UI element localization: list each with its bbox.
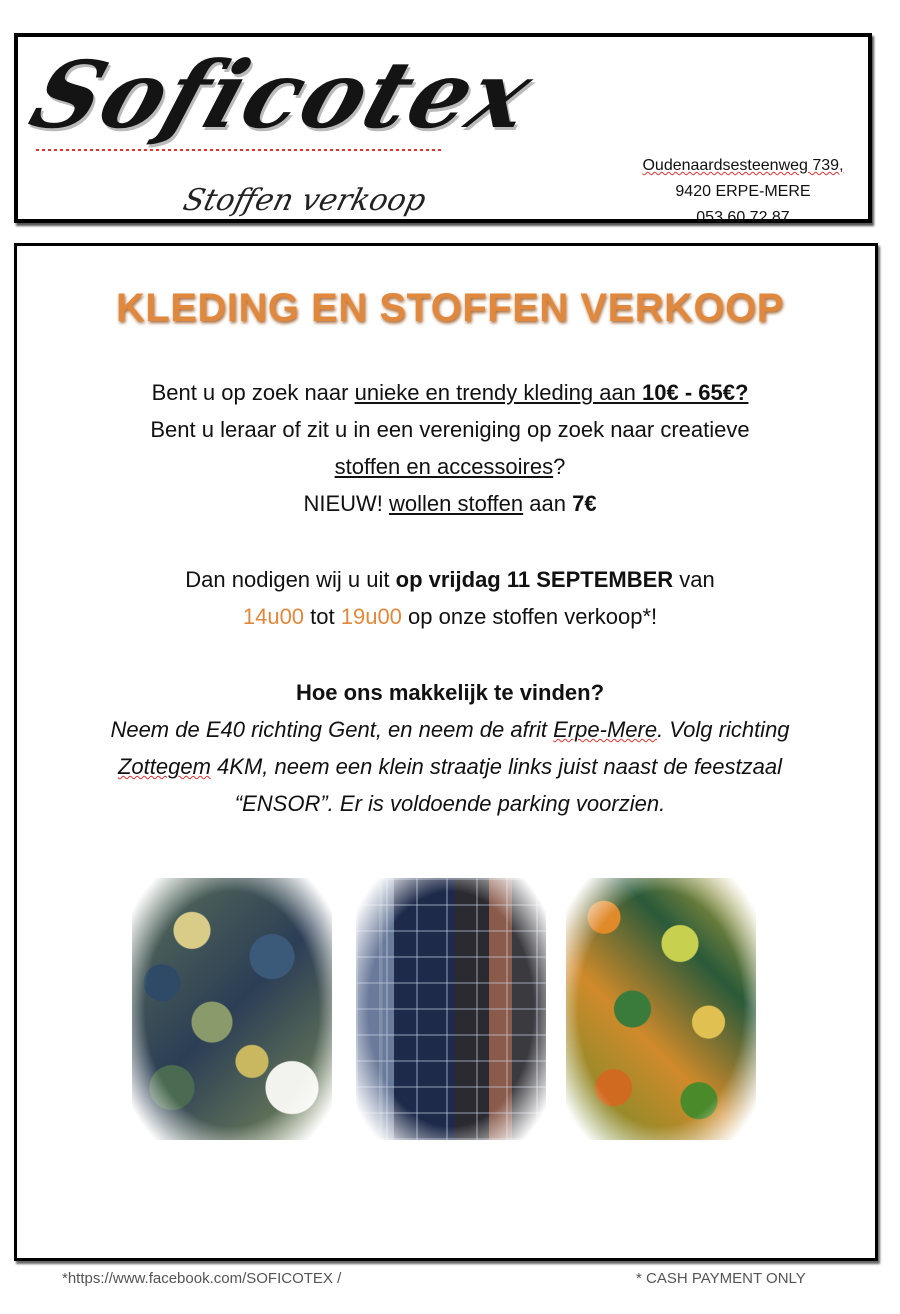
tagline: Stoffen verkoop <box>179 183 430 218</box>
invite-text: Dan nodigen wij u uit <box>185 567 396 592</box>
event-date: op vrijdag 11 SEPTEMBER <box>395 567 674 592</box>
directions-block <box>0 674 900 822</box>
town-erpe-mere: Erpe-Mere <box>553 717 658 742</box>
town-zottegem: Zottegem <box>117 754 211 779</box>
buttons-photo <box>132 878 332 1140</box>
start-time: 14u00 <box>242 604 305 629</box>
offer-line-2: Bent u leraar of zit u in een vereniging op zoek naar creatieve <box>150 417 750 442</box>
offer-text: Bent u op zoek naar <box>151 380 355 405</box>
logo-text: Soficotex <box>18 41 548 149</box>
directions-line-2 <box>0 748 900 785</box>
headline: KLEDING EN STOFFEN VERKOOP <box>116 286 784 330</box>
directions-heading: Hoe ons makkelijk te vinden? <box>295 680 605 705</box>
address-block <box>608 153 878 231</box>
invitation-line-1 <box>0 561 900 598</box>
address-line-1: Oudenaardsesteenweg 739, <box>642 157 844 174</box>
directions-text: Neem de E40 richting Gent, en neem de afrit <box>110 717 554 742</box>
directions-text-2: 4KM, neem een klein straatje links juist naast de feestzaal <box>210 754 782 779</box>
fabrics-accessories: stoffen en accessoires <box>334 454 554 479</box>
new-label: NIEUW! <box>303 491 389 516</box>
question-mark: ? <box>553 454 566 479</box>
wool-price: 7€ <box>572 491 597 516</box>
offer-paragraph <box>0 374 900 522</box>
directions-text-end: . Volg richting <box>657 717 790 742</box>
phone-number: 053 60 72 87 <box>696 209 790 226</box>
header-box <box>14 33 872 226</box>
directions-line-3: “ENSOR”. Er is voldoende parking voorzien. <box>234 791 666 816</box>
offer-line-4 <box>0 485 900 522</box>
thread-spools-photo <box>566 878 756 1140</box>
end-time: 19u00 <box>340 604 402 629</box>
spellcheck-underline <box>36 149 444 151</box>
sale-text: op onze stoffen verkoop*! <box>401 604 658 629</box>
invitation-line-2 <box>0 598 900 635</box>
until-text: tot <box>304 604 341 629</box>
address-line-2: 9420 ERPE-MERE <box>675 183 811 200</box>
wool-fabrics: wollen stoffen <box>389 491 524 516</box>
offer-line-1 <box>0 374 900 411</box>
cash-payment-note: * CASH PAYMENT ONLY <box>636 1270 806 1287</box>
invitation-paragraph <box>0 561 900 635</box>
offer-line-3 <box>0 448 900 485</box>
offer-underlined: unieke en trendy kleding aan <box>354 380 643 405</box>
at-text: aan <box>523 491 573 516</box>
price-range: 10€ - 65€? <box>642 380 749 405</box>
clothes-rack-photo <box>356 878 546 1140</box>
directions-line-1 <box>0 711 900 748</box>
facebook-link[interactable]: *https://www.facebook.com/SOFICOTEX / <box>62 1270 342 1287</box>
from-text: van <box>673 567 715 592</box>
